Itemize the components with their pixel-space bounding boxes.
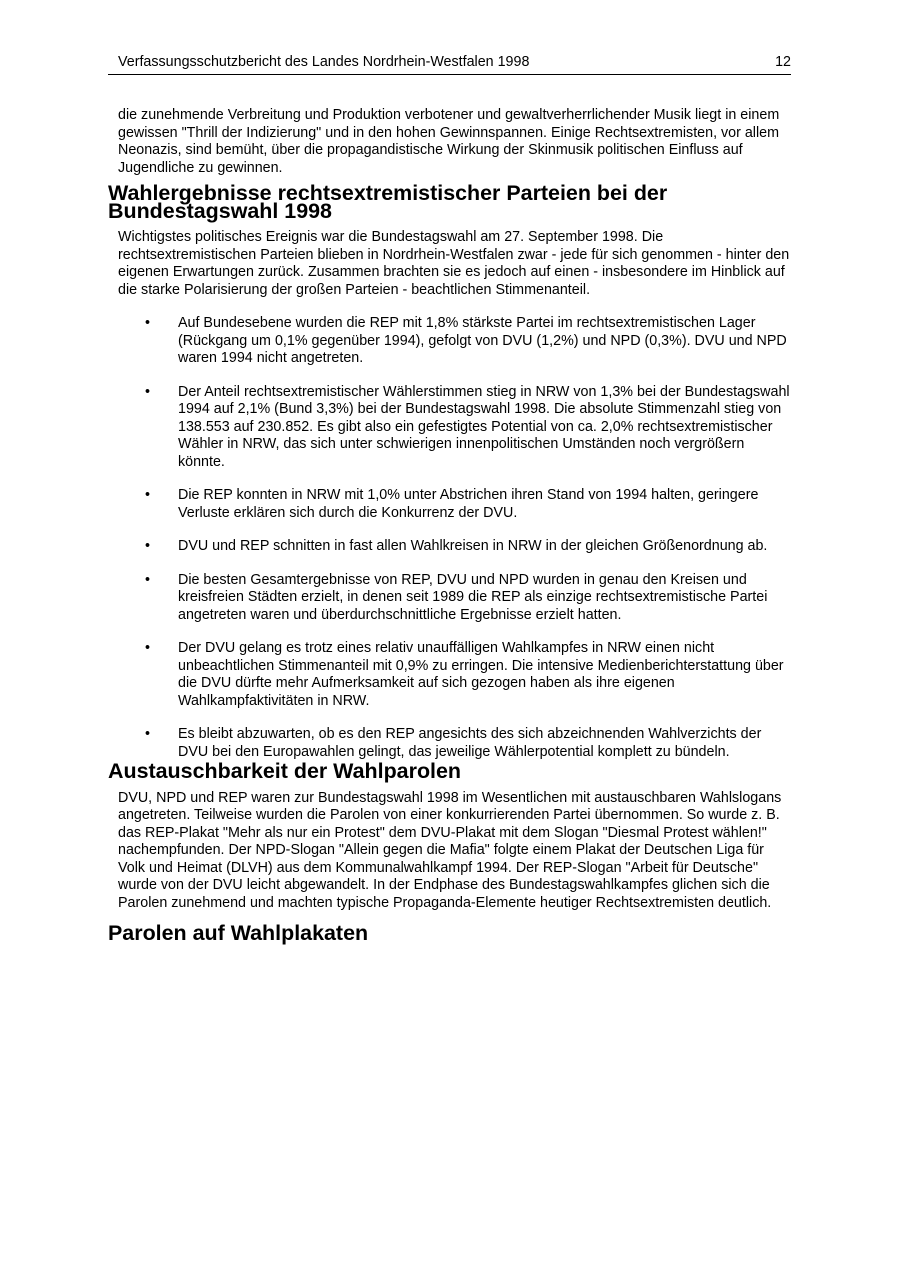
list-item [108, 384, 793, 472]
intro-paragraph: die zunehmende Verbreitung und Produktion verbotener und gewaltverherrlichender Musik liegt in einem gewissen "Thrill der Indizierung" und in den hohen Gewinnspannen. Einige Rechtsextremisten, vor allem Neonazis, sind bemüht, über die propagandistische Wirkung der Skinmusik politischen Einfluss auf Jugendliche zu gewinnen. [118, 107, 780, 176]
list-item-text: Der Anteil rechtsextremistischer Wählerstimmen stieg in NRW von 1,3% bei der Bundestagswahl 1994 auf 2,1% (Bund 3,3%) bei der Bundestagswahl 1998. Die absolute Stimmenzahl stieg von 138.553 auf 230.852. Es gibt also ein gefestigtes Potential von ca. 2,0% rechtsextremistischer Wähler in NRW, das sich unter schwierigen innenpolitischen Umständen noch vergrößern könnte. [178, 383, 790, 470]
heading-slogan-interchangeability: Austauschbarkeit der Wahlparolen [108, 759, 462, 783]
list-item [108, 487, 793, 522]
list-item [108, 538, 793, 556]
list-item-text: Auf Bundesebene wurden die REP mit 1,8% stärkste Partei im rechtsextremistischen Lager (Rückgang um 0,1% gegenüber 1994), gefolgt von DVU (1,2%) und NPD (0,3%). DVU und NPD waren 1994 nicht angetreten. [178, 315, 787, 366]
bullet-icon: • [145, 726, 151, 742]
list-item-text: Die REP konnten in NRW mit 1,0% unter Abstrichen ihren Stand von 1994 halten, geringere Verluste erklären sich durch die Konkurrenz der DVU. [178, 487, 759, 521]
list-item-text: DVU und REP schnitten in fast allen Wahlkreisen in NRW in der gleichen Größenordnung ab. [178, 538, 768, 554]
list-item [108, 726, 793, 761]
heading-election-results: Wahlergebnisse rechtsextremistischer Parteien bei der Bundestagswahl 1998 [108, 181, 668, 223]
list-item-text: Es bleibt abzuwarten, ob es den REP angesichts des sich abzeichnenden Wahlverzichts der DVU bei den Europawahlen gelingt, das jeweilige Wählerpotential komplett zu bündeln. [178, 726, 762, 760]
document-body [108, 107, 793, 943]
bullet-icon: • [145, 571, 151, 588]
heading-poster-slogans: Parolen auf Wahlplakaten [108, 921, 369, 945]
list-item-text: Die besten Gesamtergebnisse von REP, DVU und NPD wurden in genau den Kreisen und kreisfreien Städten erzielt, in denen seit 1989 die REP als einzige rechtsextremistische Partei angetreten waren und überdurchschnittliche Ergebnisse erzielt hatten. [178, 571, 768, 623]
page-number: 12 [775, 54, 791, 70]
list-item [108, 315, 793, 368]
election-intro-paragraph: Wichtigstes politisches Ereignis war die Bundestagswahl am 27. September 1998. Die rechtsextremistischen Parteien blieben in Nordrhein-Westfalen zwar - jede für sich genommen - hinter den eigenen Erwartungen zurück. Zusammen brachten sie es jedoch auf einen - insbesondere im Hinblick auf die starke Polarisierung der großen Parteien - beachtlichen Stimmenanteil. [118, 229, 790, 298]
list-item-text: Der DVU gelang es trotz eines relativ unauffälligen Wahlkampfes in NRW einen nicht unbeachtlichen Stimmenanteil mit 0,9% zu erringen. Die intensive Medienberichterstattung über die DVU dürfte mehr Aufmerksamkeit auf sich gezogen haben als ihre eigenen Wahlkampfaktivitäten in NRW. [178, 640, 784, 709]
bullet-icon: • [145, 538, 151, 554]
page-header [108, 52, 791, 75]
list-item [108, 572, 793, 625]
bullet-icon: • [145, 640, 151, 656]
slogans-paragraph: DVU, NPD und REP waren zur Bundestagswahl 1998 im Wesentlichen mit austauschbaren Wahlslogans angetreten. Teilweise wurden die Parolen von einer konkurrierenden Partei übernommen. So wurde z. B. das REP-Plakat "Mehr als nur ein Protest" dem DVU-Plakat mit dem Slogan "Diesmal Protest wählen!" nachempfunden. Der NPD-Slogan "Allein gegen die Mafia" folgte einem Plakat der Deutschen Liga für Volk und Heimat (DLVH) aus dem Kommunalwahlkampf 1994. Der REP-Slogan "Arbeit für Deutsche" wurde von der DVU leicht abgewandelt. In der Endphase des Bundestagswahlkampfes glichen sich die Parolen zunehmend und machten typische Propaganda-Elemente heutiger Rechtsextremisten deutlich. [118, 789, 782, 911]
header-title: Verfassungsschutzbericht des Landes Nordrhein-Westfalen 1998 [118, 54, 530, 70]
election-bullet-list [108, 315, 793, 761]
bullet-icon: • [145, 487, 151, 503]
bullet-icon: • [145, 383, 151, 400]
bullet-icon: • [145, 315, 151, 331]
list-item [108, 640, 793, 710]
